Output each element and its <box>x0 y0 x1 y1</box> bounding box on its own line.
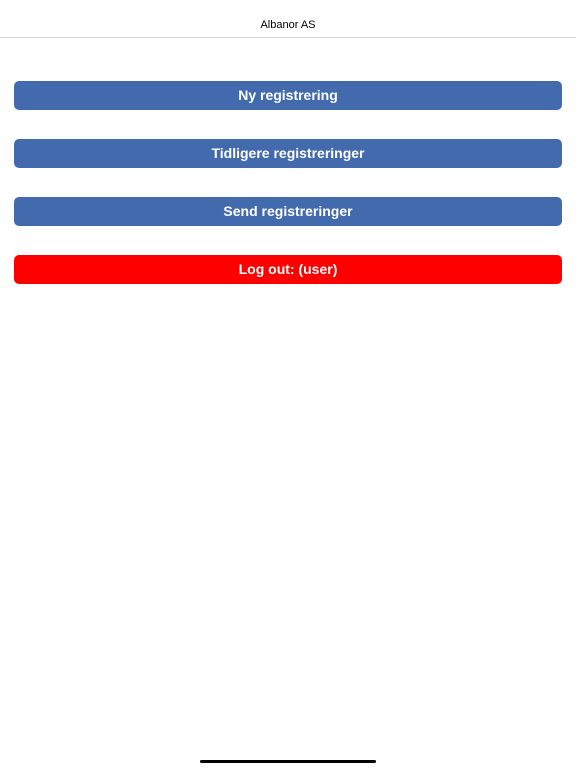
logout-button[interactable]: Log out: (user) <box>14 255 562 284</box>
send-registrations-button[interactable]: Send registreringer <box>14 197 562 226</box>
new-registration-button[interactable]: Ny registrering <box>14 81 562 110</box>
main-menu <box>14 81 562 313</box>
previous-registrations-button[interactable]: Tidligere registreringer <box>14 139 562 168</box>
page-title: Albanor AS <box>260 19 316 31</box>
home-indicator[interactable] <box>200 760 376 763</box>
navigation-bar <box>0 0 576 38</box>
